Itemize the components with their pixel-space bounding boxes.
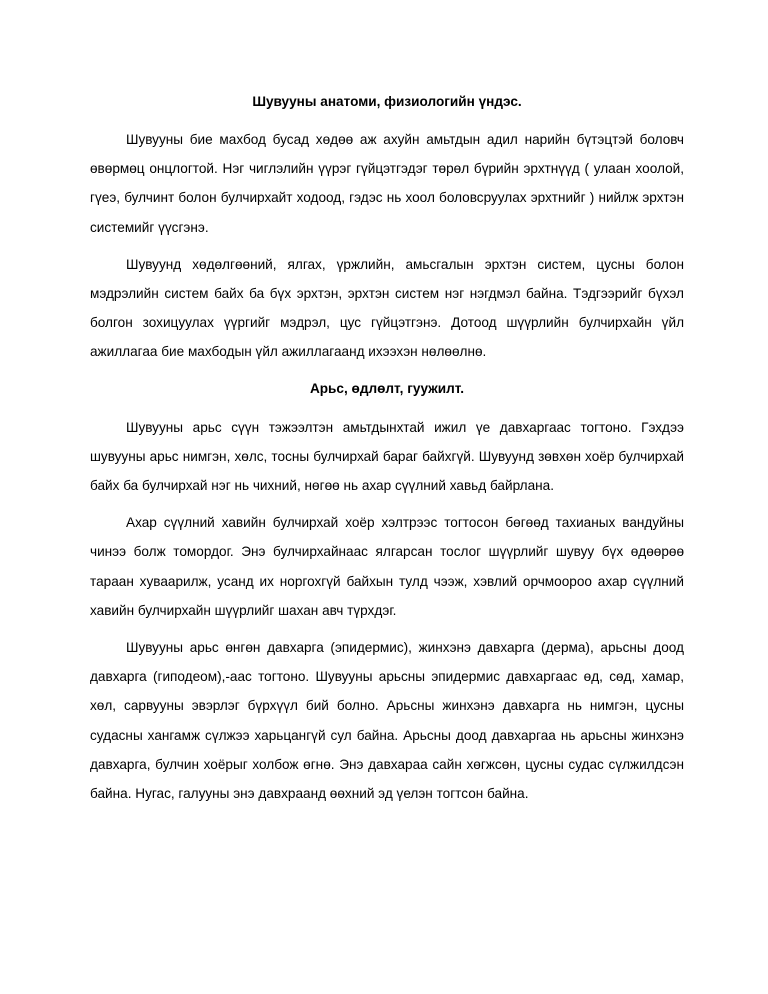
paragraph-body-structure: Шувууны бие махбод бусад хөдөө аж ахуйн амьтдын адил нарийн бүтэцтэй боловч өвөрмөц онцлогтой. Нэг чиглэлийн үүрэг гүйцэтгэдэг төрөл бүрийн эрхтнүүд ( улаан хоолой, гүеэ, булчинт болон булчирхайт ходоод, гэдэс нь хоол боловсруулах эрхтнийг ) нийлж эрхтэн системийг үүсгэнэ. (90, 132, 684, 235)
section-title: Арьс, өдлөлт, гуужилт. (309, 380, 465, 396)
document-page (90, 88, 684, 816)
paragraph-organ-systems: Шувуунд хөдөлгөөний, ялгах, үржлийн, амьсгалын эрхтэн систем, цусны болон мэдрэлийн систем байх ба бүх эрхтэн, эрхтэн систем нэг нэгдмэл байна. Тэдгээрийг бүхэл болгон зохицуулах үүргийг мэдрэл, цус гүйцэтгэнэ. Дотоод шүүрлийн булчирхайн үйл ажиллагаа бие махбодын үйл ажиллагаанд ихээхэн нөлөөлнө. (90, 256, 684, 360)
document-title: Шувууны анатоми, физиологийн үндэс. (252, 94, 522, 109)
paragraph-skin-structure: Шувууны арьс өнгөн давхарга (эпидермис), жинхэнэ давхарга (дерма), арьсны доод давхарга (гиподеом),-аас тогтоно. Шувууны арьсны эпидермис давхаргаас өд, сөд, хамар, хөл, сарвууны эвэрлэг бүрхүүл бий болно. Арьсны жинхэнэ давхарга нь нимгэн, цусны судасны хангамж сүлжээ харьцангүй сул байна. Арьсны доод давхаргаа нь арьсны жинхэнэ давхарга, булчин хоёрыг холбож өгнө. Энэ давхараа сайн хөгжсөн, цусны судас сүлжилдсэн байна. Нугас, галууны энэ давхраанд өөхний эд үелэн тогтсон байна. (90, 640, 684, 802)
paragraph-skin-layers: Шувууны арьс сүүн тэжээлтэн амьтдынхтай ижил үе давхаргаас тогтоно. Гэхдээ шувууны арьс нимгэн, хөлс, тосны булчирхай бараг байхгүй. Шувуунд зөвхөн хоёр булчирхай байх ба булчирхай нэг нь чихний, нөгөө нь ахар сүүлний хавьд байрлана. (90, 419, 684, 494)
paragraph-uropygial-gland: Ахар сүүлний хавийн булчирхай хоёр хэлтрээс тогтосон бөгөөд тахианых вандуйны чинээ болж томордог. Энэ булчирхайнаас ялгарсан тослог шүүрлийг шувуу бүх өдөөрөө тараан хуваарилж, усанд их норгохгүй байхын тулд чээж, хэвлий орчмоороо ахар сүүлний хавийн булчирхайн шүүрлийг шахан авч түрхдэг. (90, 515, 684, 618)
